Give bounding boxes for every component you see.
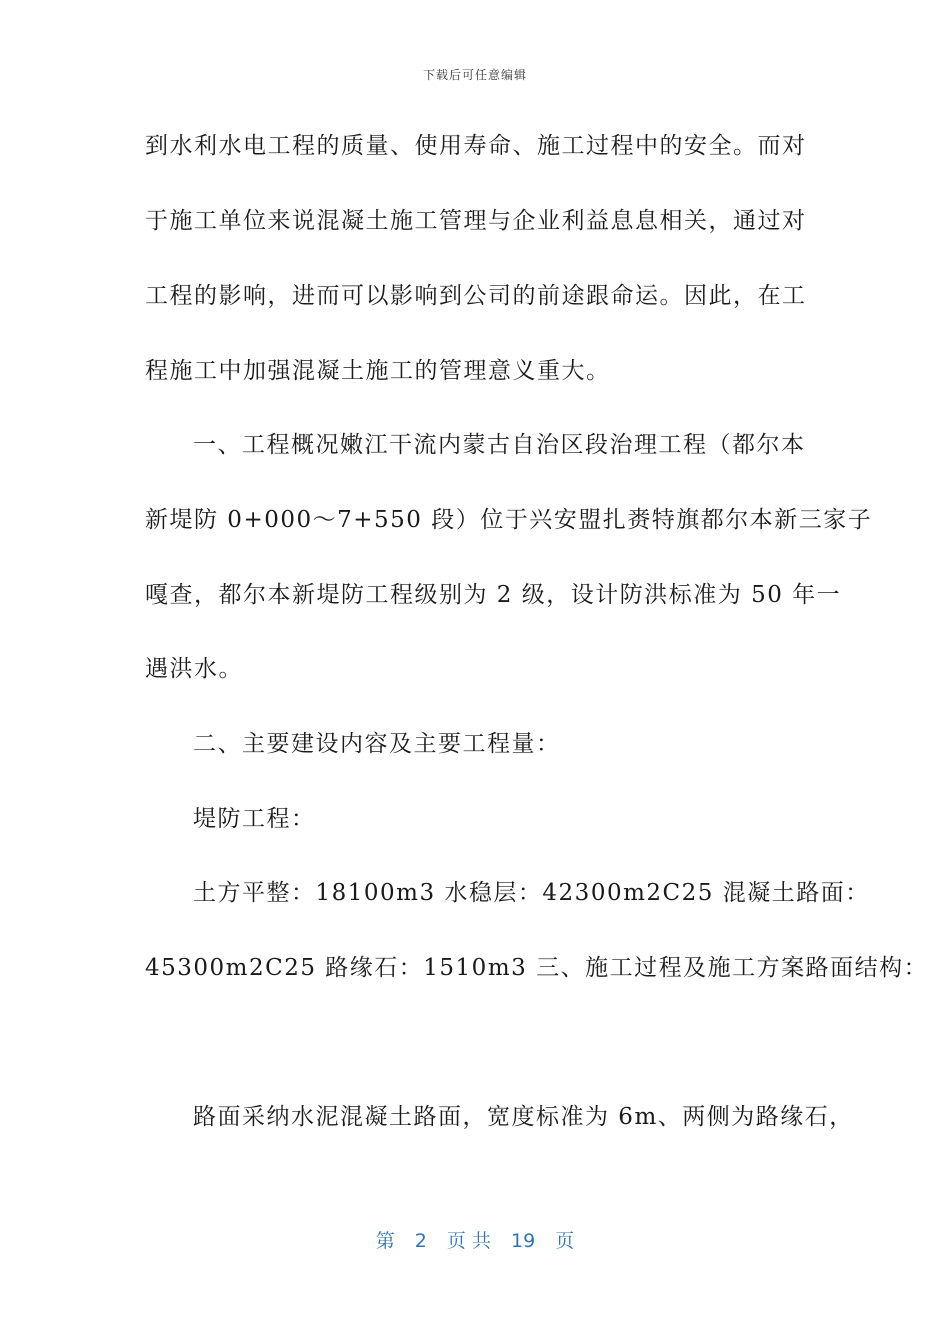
footer-suffix: 页 <box>555 1230 575 1252</box>
section-heading: 二、主要建设内容及主要工程量： <box>193 731 561 757</box>
body-line: 45300m2C25 路缘石：1510m3 三、施工过程及施工方案路面结构： <box>145 955 929 981</box>
page-footer <box>0 1226 950 1253</box>
body-line: 嘎查，都尔本新堤防工程级别为 2 级，设计防洪标准为 50 年一 <box>145 582 842 608</box>
subsection-heading: 堤防工程： <box>193 806 316 832</box>
body-line: 于施工单位来说混凝土施工管理与企业利益息息相关，通过对 <box>145 208 807 234</box>
body-line: 新堤防 0+000～7+550 段）位于兴安盟扎赉特旗都尔本新三家子 <box>145 507 873 533</box>
footer-total-pages: 19 <box>511 1230 536 1252</box>
body-line: 一、工程概况嫩江干流内蒙古自治区段治理工程（都尔本 <box>193 432 806 458</box>
body-line: 遇洪水。 <box>145 656 243 682</box>
footer-prefix: 第 <box>375 1230 395 1252</box>
body-line: 程施工中加强混凝土施工的管理意义重大。 <box>145 358 611 384</box>
footer-middle: 页 共 <box>446 1230 491 1252</box>
body-line: 土方平整：18100m3 水稳层：42300m2C25 混凝土路面： <box>193 880 870 906</box>
body-line: 到水利水电工程的质量、使用寿命、施工过程中的安全。而对 <box>145 133 807 159</box>
header-note: 下载后可任意编辑 <box>422 68 527 82</box>
body-line: 路面采纳水泥混凝土路面，宽度标准为 6m、两侧为路缘石， <box>193 1104 854 1130</box>
footer-current-page: 2 <box>414 1230 427 1252</box>
body-line: 工程的影响，进而可以影响到公司的前途跟命运。因此，在工 <box>145 283 807 309</box>
